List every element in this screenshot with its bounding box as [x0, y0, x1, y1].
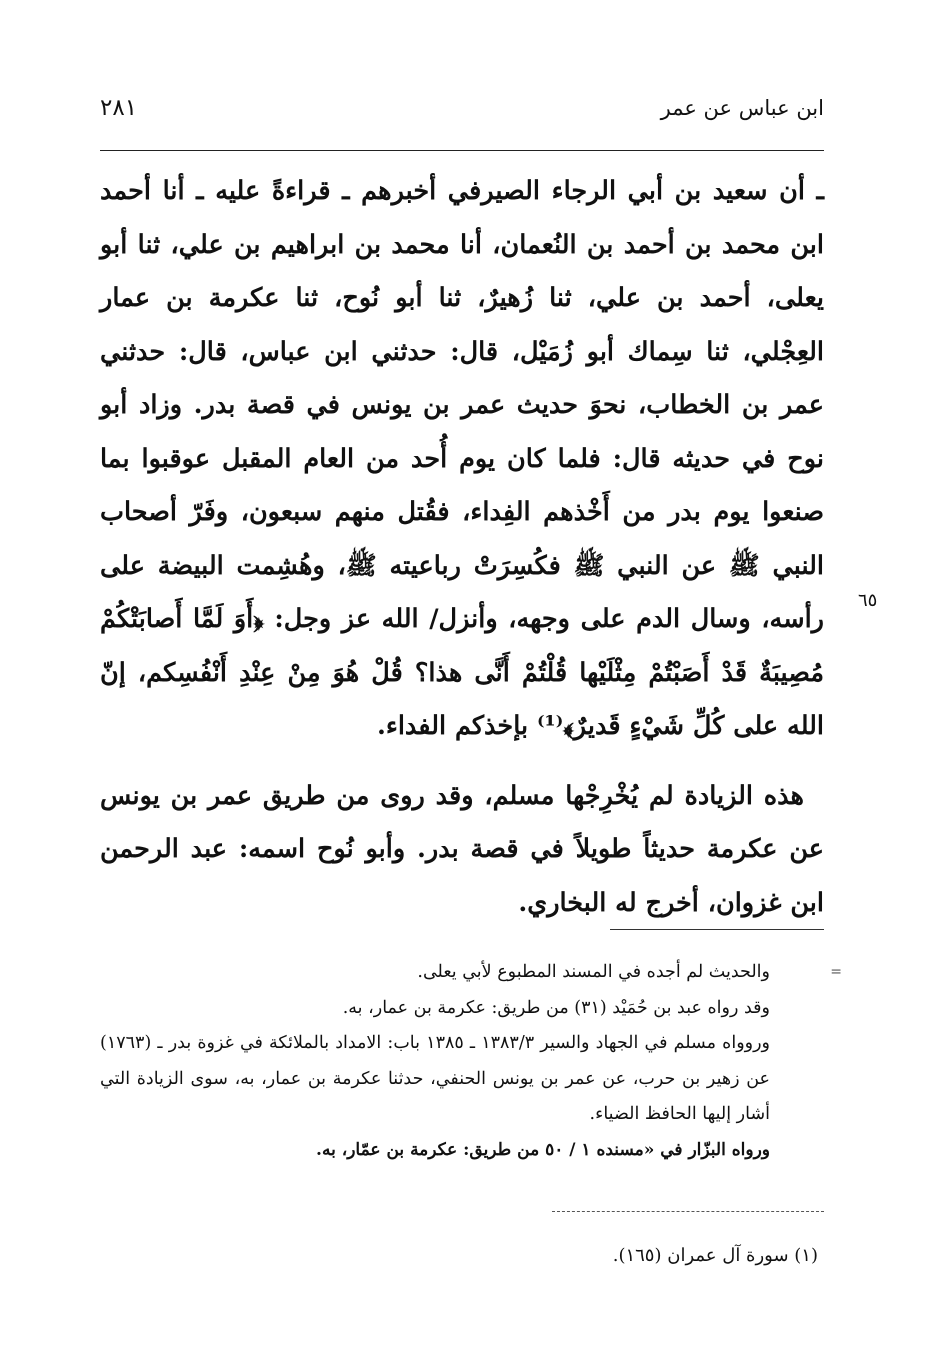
header-rule	[100, 150, 824, 151]
note-line: ورواه البزّار في «مسنده ١ / ٥٠ من طريق: عكرمة بن عمّار، به.	[316, 1139, 770, 1160]
note-line: وروواه مسلم في الجهاد والسير ١٣٨٣/٣ ـ ١٣٨٥ باب: الامداد بالملائكة في غزوة بدر ـ (١٧٦٣) عن زهير بن حرب، عن عمر بن يونس الحنفي، حدثنا عكرمة بن عمار، به، سوى الزيادة التي أشار إليها الحافظ الضياء.	[100, 1033, 771, 1124]
note-line: وقد رواه عبد بن حُمَيْد (٣١) من طريق: عكرمة بن عمار، به.	[342, 997, 770, 1018]
note-line: والحديث لم أجده في المسند المطبوع لأبي يعلى.	[417, 962, 770, 982]
continued-mark: =	[830, 964, 842, 980]
page-number: ٢٨١	[100, 95, 138, 121]
body-paragraph-1: ـ أن سعيد بن أبي الرجاء الصيرفي أخبرهم ـ قراءةً عليه ـ أنا أحمد ابن محمد بن أحمد بن النُعمان، أنا محمد بن ابراهيم بن علي، ثنا أبو يعلى، أحمد بن علي، ثنا زُهيرٌ، ثنا أبو نُوح، ثنا عكرمة بن عمار العِجْلي، ثنا سِماك أبو زُمَيْل، قال: حدثني ابن عباس، قال: حدثني عمر بن الخطاب، نحوَ حديث عمر بن يونس في قصة بدر. وزاد أبو نوح في حديثه قال: فلما كان يوم أُحد من العام المقبل عوقبوا بما صنعوا يوم بدر من أَخْذهم الفِداء، فقُتل منهم سبعون، وفَرّ أصحاب النبي ﷺ عن النبي ﷺ فكُسِرَتْ رباعيته ﷺ، وهُشِمت البيضة على رأسه، وسال الدم على وجهه، وأنزل/ الله عز وجل: ﴿أَوَ لَمَّا أَصابَتْكُمْ مُصِيبَةٌ قَدْ أَصَبْتُمْ مِثْلَيْها قُلْتُمْ أَنَّى هذا؟ قُلْ هُوَ مِنْ عِنْدِ أَنْفُسِكم، إنّ الله على كُلِّ شَيْءٍ قَديرٌ﴾⁽¹⁾ بإخذكم الفداء.	[100, 176, 824, 741]
footnote: (١) سورة آل عمران (١٦٥).	[612, 1245, 818, 1266]
margin-number: ٦٥	[858, 590, 878, 611]
notes-block	[100, 955, 842, 1168]
body-paragraph-2: هذه الزيادة لم يُخْرِجْها مسلم، وقد روى من طريق عمر بن يونس عن عكرمة حديثاً طويلاً في قصة بدر. وأبو نُوح اسمه: عبد الرحمن ابن غزوان، أخرج له البخاري.	[100, 780, 824, 918]
main-text	[100, 165, 824, 930]
page-header	[100, 88, 824, 128]
running-title: ابن عباس عن عمر	[660, 96, 824, 120]
notes-separator	[610, 929, 824, 930]
footnote-separator	[552, 1211, 824, 1212]
